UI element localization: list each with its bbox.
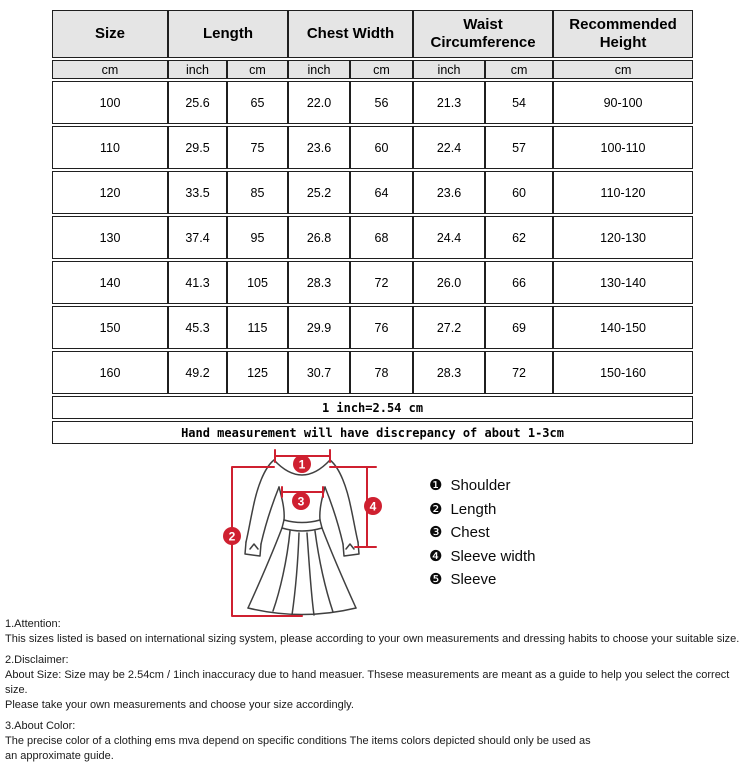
table-cell: 23.6 [413,171,485,214]
table-cell: 57 [485,126,553,169]
footer-section-heading: 3.About Color: [5,720,76,732]
table-cell: 150 [52,306,168,349]
table-cell: 26.0 [413,261,485,304]
legend-label: Sleeve [450,571,497,589]
table-cell: 33.5 [168,171,227,214]
table-cell: 60 [350,126,413,169]
col-header-recommended-height: Recommended Height [553,10,693,58]
size-table-header [52,10,693,79]
table-cell: 125 [227,351,288,394]
table-cell: 110 [52,126,168,169]
table-cell: 130 [52,216,168,259]
unit-cell: inch [168,60,227,79]
legend-item [429,474,536,498]
marker-length-icon [223,527,241,545]
marker-chest-icon [292,492,310,510]
note-row [52,421,693,444]
table-row [52,306,693,349]
table-cell: 66 [485,261,553,304]
unit-cell: cm [553,60,693,79]
table-cell: 24.4 [413,216,485,259]
table-cell: 25.6 [168,81,227,124]
legend-bullet-icon: ❶ [429,477,443,494]
table-row [52,351,693,394]
table-cell: 56 [350,81,413,124]
legend-label: Chest [450,524,490,542]
col-header-chest-width: Chest Width [288,10,413,58]
note-text: 1 inch=2.54 cm [52,396,693,419]
table-row [52,261,693,304]
legend-bullet-icon: ❸ [429,524,443,542]
footer-section-line: About Size: Size may be 2.54cm / 1inch inaccuracy due to hand measuer. Thsese measurements are meant as a guide to help you select the correct size. [5,669,730,696]
size-table [52,8,693,446]
table-cell: 95 [227,216,288,259]
table-cell: 160 [52,351,168,394]
table-row [52,81,693,124]
header-row [52,10,693,58]
footer-section-heading: 1.Attention: [5,618,61,630]
table-cell: 105 [227,261,288,304]
table-cell: 76 [350,306,413,349]
footer-section [5,653,747,713]
table-cell: 22.0 [288,81,350,124]
footer-section-heading: 2.Disclaimer: [5,654,69,666]
table-cell: 69 [485,306,553,349]
svg-text:2: 2 [228,529,236,544]
unit-cell: inch [413,60,485,79]
table-cell: 85 [227,171,288,214]
table-cell: 100-110 [553,126,693,169]
table-cell: 120-130 [553,216,693,259]
table-cell: 115 [227,306,288,349]
table-cell: 23.6 [288,126,350,169]
note-row [52,396,693,419]
svg-text:1: 1 [298,457,306,472]
table-cell: 28.3 [413,351,485,394]
table-cell: 64 [350,171,413,214]
table-cell: 54 [485,81,553,124]
legend-item [429,521,536,545]
table-cell: 72 [350,261,413,304]
measurement-diagram [210,446,610,622]
table-cell: 65 [227,81,288,124]
footer-section [5,719,747,764]
dress-outline [245,457,359,615]
notes-text [5,617,747,770]
unit-cell: cm [350,60,413,79]
legend-item [429,498,536,522]
footer-section-line: The precise color of a clothing ems mva depend on specific conditions The items colors depicted should only be used as [5,735,591,747]
size-table-section [52,8,695,446]
unit-cell: cm [227,60,288,79]
table-cell: 120 [52,171,168,214]
table-cell: 110-120 [553,171,693,214]
footer-section-line: an approximate guide. [5,750,114,762]
table-cell: 62 [485,216,553,259]
footer-section [5,617,747,647]
table-cell: 45.3 [168,306,227,349]
table-cell: 140-150 [553,306,693,349]
table-cell: 130-140 [553,261,693,304]
legend-label: Shoulder [450,477,511,494]
table-row [52,216,693,259]
unit-cell: inch [288,60,350,79]
table-cell: 72 [485,351,553,394]
legend-bullet-icon: ❷ [429,500,443,518]
table-cell: 75 [227,126,288,169]
table-cell: 26.8 [288,216,350,259]
svg-text:4: 4 [369,499,377,514]
measurement-legend [429,474,536,592]
legend-label: Sleeve width [450,547,536,565]
size-table-notes [52,396,693,444]
table-cell: 27.2 [413,306,485,349]
legend-bullet-icon: ❺ [429,571,443,589]
note-text: Hand measurement will have discrepancy of about 1-3cm [52,421,693,444]
legend-bullet-icon: ❹ [429,547,443,565]
table-cell: 41.3 [168,261,227,304]
table-cell: 78 [350,351,413,394]
unit-cell: cm [485,60,553,79]
col-header-length: Length [168,10,288,58]
table-cell: 30.7 [288,351,350,394]
legend-label: Length [450,500,497,518]
table-cell: 150-160 [553,351,693,394]
size-table-body [52,81,693,394]
legend-item [429,545,536,569]
table-cell: 90-100 [553,81,693,124]
table-cell: 29.5 [168,126,227,169]
table-cell: 60 [485,171,553,214]
table-cell: 49.2 [168,351,227,394]
table-cell: 21.3 [413,81,485,124]
table-cell: 25.2 [288,171,350,214]
marker-sleeve-width-icon [364,497,382,515]
table-cell: 100 [52,81,168,124]
table-cell: 28.3 [288,261,350,304]
table-row [52,126,693,169]
table-row [52,171,693,214]
unit-cell: cm [52,60,168,79]
legend-item [429,568,536,592]
table-cell: 29.9 [288,306,350,349]
marker-shoulder-icon [293,455,311,473]
table-cell: 140 [52,261,168,304]
footer-section-line: This sizes listed is based on international sizing system, please according to your own measurements and dressing habits to choose your suitable size. [5,633,740,645]
col-header-size: Size [52,10,168,58]
dress-illustration [210,446,415,619]
col-header-waist-circumference: Waist Circumference [413,10,553,58]
table-cell: 37.4 [168,216,227,259]
unit-row [52,60,693,79]
table-cell: 22.4 [413,126,485,169]
table-cell: 68 [350,216,413,259]
svg-text:3: 3 [297,494,305,509]
footer-section-line: Please take your own measurements and choose your size accordingly. [5,699,354,711]
